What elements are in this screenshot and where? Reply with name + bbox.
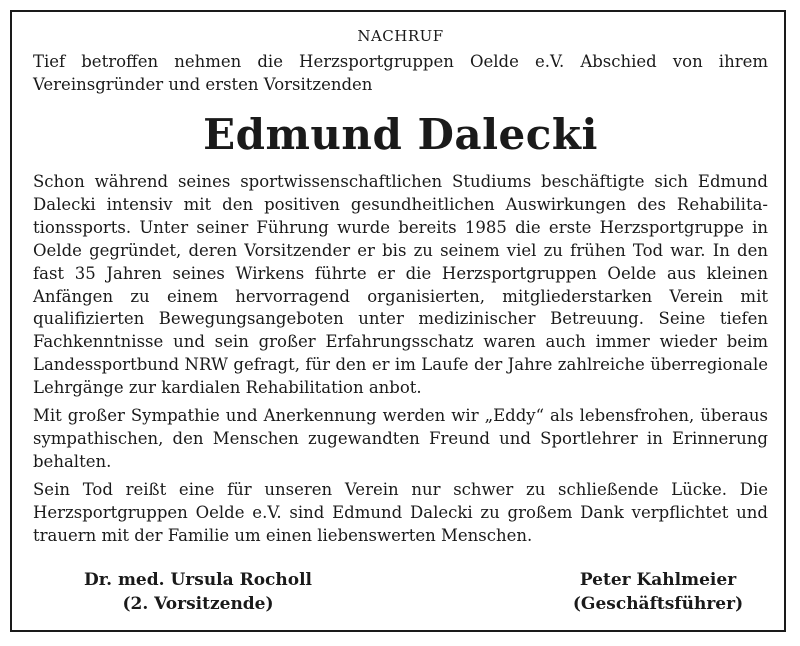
body-paragraph-1: Schon während seines sportwissenschaftlichen Studiums beschäftigte sich Edmund Dalecki intensiv mit den positiven gesundheitlichen Auswirkungen des Rehabilitationssports. Unter seiner Führung wurde bereits 1985 die erste Herzsportgruppe in Oelde gegründet, deren Vorsitzender er bis zu seinem viel zu frühen Tod war. In den fast 35 Jahren seines Wirkens führte er die Herzsportgruppen Oelde aus kleinen Anfängen zu einem hervorragend organisierten, mitgliederstarken Verein mit qualifizierten Bewegungsangeboten unter medizinischer Betreuung. Seine tiefen Fachkenntnisse und sein großer Erfahrungsschatz waren auch immer wieder beim Landessportbund NRW gefragt, für den er im Laufe der Jahre zahlreiche überregionale Lehrgänge zur kardialen Rehabilitation anbot. [33,172,768,398]
obituary-content [33,26,768,553]
body-paragraph-2: Mit großer Sympathie und Anerkennung werden wir „Eddy“ als lebensfrohen, überaus sympathischen, den Menschen zugewandten Freund und Sportlehrer in Erinnerung behalten. [33,406,768,471]
signature-right-role: (Geschäftsführer) [572,594,744,614]
deceased-name: Edmund Dalecki [203,110,598,159]
signature-left-name: Dr. med. Ursula Rocholl [83,570,313,590]
heading: NACHRUF [357,27,444,45]
intro-text: Tief betroffen nehmen die Herzsportgruppen Oelde e.V. Abschied von ihrem Vereinsgründer und ersten Vorsitzenden [33,52,768,94]
signature-left-role: (2. Vorsitzende) [122,594,274,614]
signature-left [53,568,343,616]
signature-right [548,568,768,616]
signatures [33,568,768,618]
body-paragraph-3: Sein Tod reißt eine für unseren Verein nur schwer zu schließende Lücke. Die Herzsportgruppen Oelde e.V. sind Edmund Dalecki zu großem Dank verpflichtet und trauern mit der Familie um einen liebenswerten Menschen. [33,479,768,545]
signature-right-name: Peter Kahlmeier [579,570,737,590]
